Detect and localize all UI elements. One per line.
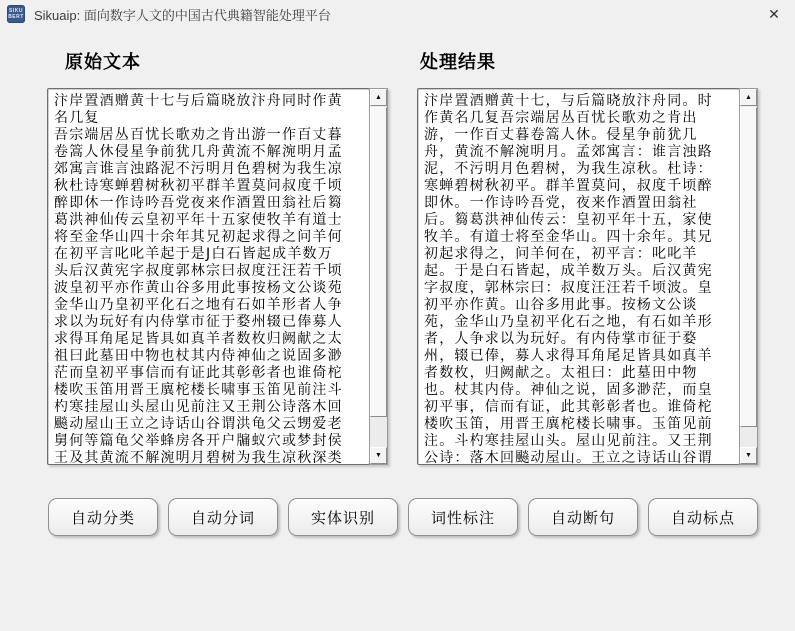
text-line: 郊寓言谁言浊路泥不污明月色碧树为我生凉 (54, 161, 343, 177)
text-line: 者数枚，归阙献之。太祖曰：此墓田中物 (424, 365, 698, 381)
text-line: 头后汉黄宪字叔度郭林宗曰叔度汪汪若千顷 (54, 263, 343, 279)
text-line: 起。于是白石皆起，成羊数万头。后汉黄宪 (424, 263, 713, 279)
close-icon: ✕ (768, 5, 780, 22)
text-line: 汴岸置酒赠黄十七与后篇晓放汴舟同时作黄 (54, 93, 343, 109)
text-line: 杓寒挂屋山头屋山见前注又王荆公诗落木回 (54, 399, 343, 415)
text-line: 后。篘葛洪神仙传云：皇初平年十五，家使 (424, 212, 713, 228)
text-line: 求以为玩好有内侍掌市征于婺州辍已俸募人 (54, 314, 343, 330)
text-line: 汴岸置酒赠黄十七，与后篇晓放汴舟同。时 (424, 93, 713, 109)
original-text-label: 原始文本 (65, 52, 141, 72)
text-line: 吾宗端居丛百忧长歌劝之肯出游一作百丈暮 (54, 127, 343, 143)
app-icon-text-bottom: BERT (8, 14, 24, 20)
text-line: 注。斗杓寒挂屋山头。屋山见前注。又王荆 (424, 433, 713, 449)
text-line: 寒蝉碧树秋初平。群羊置莫问，叔度千顷醉 (424, 178, 713, 194)
text-line: 祖曰此墓田中物也杖其内侍神仙之说固多渺 (54, 348, 343, 364)
text-line: 州，辍已俸，募人求得耳角尾足皆具如真羊 (424, 348, 713, 364)
text-line: 公诗：落木回飈动屋山。王立之诗话山谷谓 (424, 450, 713, 465)
result-label: 处理结果 (420, 52, 496, 72)
text-line: 王及其黄流不解涴明月碧树为我生凉秋深类 (54, 450, 343, 465)
auto-sentence-break-button[interactable]: 自动断句 (528, 498, 638, 536)
text-line: 苑，金华山乃皇初平化石之地，有石如羊形 (424, 314, 713, 330)
result-textarea[interactable] (417, 88, 740, 465)
auto-segment-button[interactable]: 自动分词 (168, 498, 278, 536)
text-line: 求得耳角尾足皆具如真羊者数枚归阙献之太 (54, 331, 343, 347)
text-line: 也。杖其内侍。神仙之说，固多渺茫，而皇 (424, 382, 713, 398)
text-line: 葛洪神仙传云皇初平年十五家使牧羊有道士 (54, 212, 343, 228)
scroll-thumb[interactable] (740, 107, 757, 427)
triangle-up-icon: ▲ (745, 94, 752, 101)
text-line: 楼吹玉笛用晋王廙柁楼长啸事玉笛见前注斗 (54, 382, 343, 398)
app-icon (7, 5, 25, 23)
scroll-up-button[interactable] (740, 89, 757, 106)
result-scrollbar[interactable] (739, 88, 758, 465)
text-line: 作黄名几复吾宗端居丛百忧长歌劝之肯出 (424, 110, 698, 126)
triangle-down-icon: ▼ (375, 452, 382, 459)
original-scrollbar[interactable] (369, 88, 388, 465)
text-line: 初起求得之，问羊何在，初平言：叱叱羊 (424, 246, 698, 262)
text-line: 醉即休一作诗吟吾党夜来作酒置田翁社后篘 (54, 195, 343, 211)
scroll-down-button[interactable] (370, 447, 387, 464)
original-textarea[interactable] (47, 88, 370, 465)
scroll-thumb[interactable] (370, 107, 387, 417)
text-line: 牧羊。有道士将至金华山。四十余年。其兄 (424, 229, 713, 245)
close-button[interactable] (759, 0, 789, 28)
entity-recognition-button[interactable]: 实体识别 (288, 498, 398, 536)
text-line: 泥，不污明月色碧树，为我生凉秋。杜诗： (424, 161, 713, 177)
text-line: 金华山乃皇初平化石之地有石如羊形者人争 (54, 297, 343, 313)
text-line: 舟，黄流不解涴明月。孟郊寓言：谁言浊路 (424, 144, 713, 160)
text-line: 初平亦作黄。山谷多用此事。按杨文公谈 (424, 297, 698, 313)
scroll-up-button[interactable] (370, 89, 387, 106)
window-title: Sikuaip: 面向数字人文的中国古代典籍智能处理平台 (34, 7, 331, 23)
text-line: 舅何等篇龟父举蜂房各开户牖蚁穴或梦封侯 (54, 433, 343, 449)
text-line: 卷篙人休侵星争前犹几舟黄流不解涴明月孟 (54, 144, 343, 160)
title-bar (0, 0, 795, 28)
app-icon-text-top: SIKU (9, 8, 23, 14)
auto-classify-button[interactable]: 自动分类 (48, 498, 158, 536)
text-line: 波皇初平亦作黄山谷多用此事按杨文公谈苑 (54, 280, 343, 296)
text-line: 者，人争求以为玩好。有内侍掌市征于婺 (424, 331, 698, 347)
triangle-down-icon: ▼ (745, 452, 752, 459)
auto-punctuate-button[interactable]: 自动标点 (648, 498, 758, 536)
text-line: 茫而皇初平事信而有证此其彰彰者也谁倚柁 (54, 365, 343, 381)
text-line: 初平事，信而有证，此其彰彰者也。谁倚柁 (424, 399, 713, 415)
text-line: 游，一作百丈暮卷篙人休。侵星争前犹几 (424, 127, 698, 143)
text-line: 秋杜诗寒蝉碧树秋初平群羊置莫问叔度千顷 (54, 178, 343, 194)
text-line: 名几复 (54, 110, 100, 126)
pos-tagging-button[interactable]: 词性标注 (408, 498, 518, 536)
text-line: 即休。一作诗吟吾党，夜来作酒置田翁社 (424, 195, 698, 211)
scroll-down-button[interactable] (740, 447, 757, 464)
text-line: 字叔度，郭林宗曰：叔度汪汪若千顷波。皇 (424, 280, 713, 296)
text-line: 在初平言叱叱羊起于是J白石皆起成羊数万 (54, 246, 333, 262)
text-line: 将至金华山四十余年其兄初起求得之问羊何 (54, 229, 343, 245)
text-line: 楼吹玉笛，用晋王廙柁楼长啸事。玉笛见前 (424, 416, 713, 432)
text-line: 飈动屋山王立之诗话山谷谓洪龟父云甥爱老 (54, 416, 343, 432)
triangle-up-icon: ▲ (375, 94, 382, 101)
